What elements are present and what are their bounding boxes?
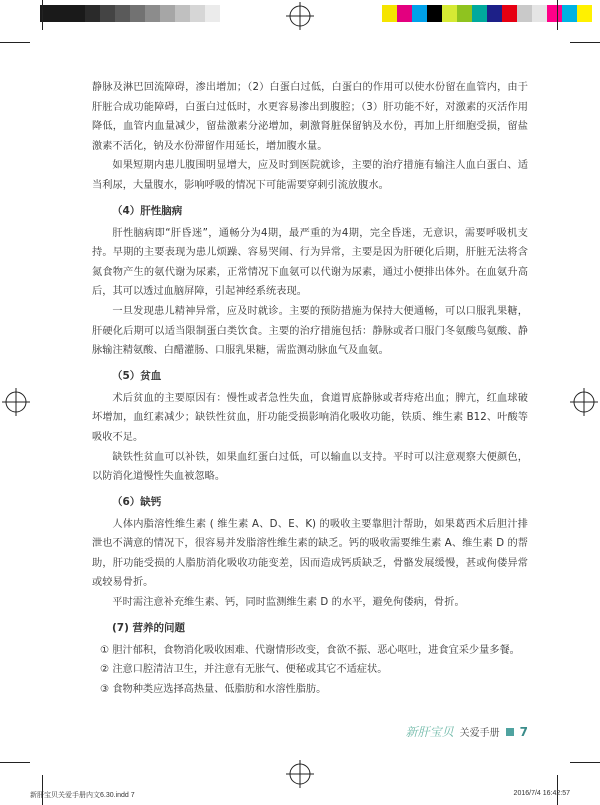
color-swatch (427, 5, 442, 22)
page-body (92, 78, 528, 699)
color-swatch (517, 5, 532, 22)
crop-mark (42, 0, 43, 30)
paragraph: 如果短期内患儿腹围明显增大，应及时到医院就诊，主要的治疗措施有输注人血白蛋白、适当利尿，大量腹水，影响呼吸的情况下可能需要穿刺引流放腹水。 (92, 160, 528, 191)
crop-mark (0, 42, 30, 43)
color-swatch (115, 5, 130, 22)
file-slug: 新肝宝贝关爱手册内文6.30.indd 7 (30, 792, 135, 799)
cmyk-color-bar (382, 5, 592, 22)
list-item: ① 胆汁郁积，食物消化吸收困难、代谢情形改变，食欲不振、恶心呕吐，进食宜采少量多餐。 (100, 644, 520, 656)
color-swatch (457, 5, 472, 22)
color-swatch (100, 5, 115, 22)
brand-logo: 新肝宝贝 (405, 725, 454, 739)
section-heading: （5）贫血 (112, 369, 162, 382)
color-swatch (547, 5, 562, 22)
color-swatch (562, 5, 577, 22)
page-number: 7 (519, 724, 528, 739)
handbook-title: 关爱手册 (459, 728, 500, 739)
date-slug: 2016/7/4 16:42:57 (513, 790, 570, 797)
crop-mark (570, 42, 600, 43)
color-swatch (70, 5, 85, 22)
square-icon (506, 728, 514, 736)
paragraph: 缺铁性贫血可以补铁，如果血红蛋白过低，可以输血以支持。平时可以注意观察大便颜色，以防消化道慢性失血被忽略。 (92, 451, 528, 483)
color-swatch (382, 5, 397, 22)
color-swatch (175, 5, 190, 22)
color-swatch (205, 5, 220, 22)
paragraph: 平时需注意补充维生素、钙，同时监测维生素 D 的水平，避免佝偻病，骨折。 (112, 597, 465, 609)
registration-mark-top (286, 2, 314, 30)
registration-mark-left (2, 388, 30, 416)
color-swatch (190, 5, 205, 22)
crop-mark (557, 0, 558, 30)
crop-mark (0, 762, 30, 763)
list-item: ③ 食物种类应选择高热量、低脂肪和水溶性脂肪。 (100, 683, 327, 695)
crop-mark (570, 762, 600, 763)
paragraph: 一旦发现患儿精神异常，应及时就诊。主要的预防措施为保持大便通畅，可以口服乳果糖，肝硬化后期可以适当限制蛋白类饮食。主要的治疗措施包括：静脉或者口服门冬氨酸鸟氨酸、静脉输注精氨酸、白醋灌肠、口服乳果糖，需监测动脉血气及血氨。 (92, 305, 528, 357)
paragraph: 肝性脑病即“肝昏迷”，通畅分为4期，最严重的为4期，完全昏迷，无意识，需要呼吸机支持。早期的主要表现为患儿烦躁、容易哭闹、行为异常，主要是因为肝硬化后期，肝脏无法将含氮食物产生的氨代谢为尿素，正常情况下血氨可以代谢为尿素，通过小便排出体外。在血氨升高后，其可以透过血脑屏障，引起神经系统表现。 (92, 227, 528, 298)
color-swatch (412, 5, 427, 22)
registration-mark-right (570, 388, 598, 416)
color-swatch (397, 5, 412, 22)
color-swatch (472, 5, 487, 22)
paragraph: 术后贫血的主要原因有：慢性或者急性失血，食道胃底静脉或者痔疮出血；脾亢，红血球破坏增加，血红素减少；缺铁性贫血，肝功能受损影响消化吸收功能，铁质、维生素 B12、叶酸等吸收不足。 (92, 392, 528, 443)
color-swatch (55, 5, 70, 22)
registration-mark-bottom (286, 760, 314, 788)
color-swatch (487, 5, 502, 22)
color-swatch (502, 5, 517, 22)
color-swatch (130, 5, 145, 22)
color-swatch (442, 5, 457, 22)
color-swatch (145, 5, 160, 22)
section-heading: （4）肝性脑病 (112, 204, 183, 217)
paragraph: 人体内脂溶性维生素 ( 维生素 A、D、E、K) 的吸收主要靠胆汁帮助，如果葛西术后胆汁排泄也不满意的情况下，很容易并发脂溶性维生素的缺乏。钙的吸收需要维生素 A、维生素 D 的帮助，肝功能受损的人脂肪消化吸收功能变差，因而造成钙质缺乏，骨骼发展缓慢，甚或佝偻异常或较易骨折。 (92, 518, 528, 589)
paragraph: 静脉及淋巴回流障碍，渗出增加；（2）白蛋白过低，白蛋白的作用可以使水份留在血管内，由于肝脏合成功能障碍，白蛋白过低时，水更容易渗出到腹腔；（3）肝功能不好，对激素的灭活作用降低，血管内血量减少，留盐激素分泌增加，刺激肾脏保留钠及水份，再加上肝细胞受损，留盐激素不活化，钠及水份滞留作用延长，增加腹水量。 (92, 82, 528, 152)
section-heading: (7) 营养的问题 (112, 621, 186, 634)
section-heading: （6）缺钙 (112, 495, 162, 508)
color-swatch (85, 5, 100, 22)
list-item: ② 注意口腔清洁卫生，并注意有无胀气、便秘或其它不适症状。 (100, 664, 388, 676)
color-swatch (160, 5, 175, 22)
color-swatch (532, 5, 547, 22)
color-swatch (577, 5, 592, 22)
page-footer (406, 723, 528, 740)
grayscale-color-bar (40, 5, 220, 22)
